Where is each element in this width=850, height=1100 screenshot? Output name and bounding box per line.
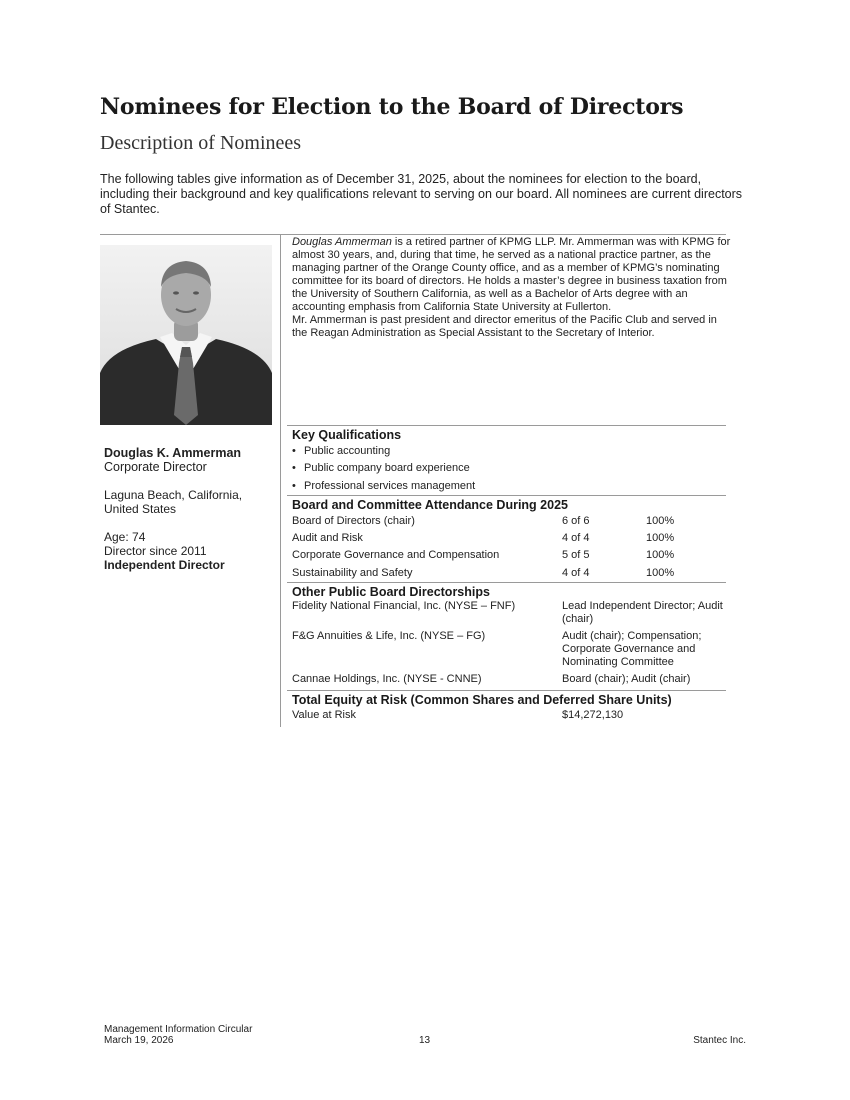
page-number: 13 [419, 1035, 431, 1046]
section-divider [100, 234, 726, 235]
board-roles: Audit (chair); Compensation; Corporate Governance and Nominating Committee [562, 630, 702, 669]
attendance-percent: 100% [646, 549, 675, 562]
nominee-name: Douglas K. Ammerman [104, 446, 242, 460]
board-roles: Board (chair); Audit (chair) [562, 673, 691, 686]
page-title: Nominees for Election to the Board of Directors [100, 94, 684, 120]
list-item: • Public accounting [292, 443, 726, 460]
table-row [287, 565, 726, 582]
attendance-count: 5 of 5 [562, 549, 590, 562]
attendance-count: 6 of 6 [562, 514, 590, 527]
intro-paragraph: The following tables give information as of December 31, 2025, about the nominees for election to the board, including their background and key qualifications relevant to serving on our board. All nominees are current directors of Stantec. [100, 172, 743, 216]
attendance-table [287, 513, 726, 582]
bio-text: is a retired partner of KPMG LLP. Mr. Ammerman was with KPMG for almost 30 years, and, during that time, he served as a national practice partner, as the managing partner of the Orange County office, and as a member of KPMG’s nominating committee for its board of directors. He holds a master’s degree in business taxation from the University of Southern California, as well as a Bachelor of Arts degree with an accounting emphasis from California State University at Fullerton. [292, 236, 731, 313]
footer-date: March 19, 2026 [104, 1035, 174, 1046]
table-row [287, 530, 726, 547]
directorships-table [287, 600, 726, 690]
company-name: F&G Annuities & Life, Inc. (NYSE – FG) [292, 630, 486, 643]
key-qualifications-heading: Key Qualifications [287, 425, 726, 443]
page-subtitle: Description of Nominees [100, 132, 302, 154]
list-item: • Professional services management [292, 478, 726, 495]
company-name: Cannae Holdings, Inc. (NYSE - CNNE) [292, 673, 482, 686]
bio-name: Douglas Ammerman [292, 236, 392, 248]
equity-heading: Total Equity at Risk (Common Shares and Deferred Share Units) [287, 690, 726, 708]
column-divider [280, 234, 281, 727]
attendance-percent: 100% [646, 566, 675, 579]
nominee-profile [104, 445, 274, 572]
portrait-image [100, 245, 272, 425]
committee-name: Corporate Governance and Compensation [292, 549, 500, 562]
table-row [287, 513, 726, 530]
equity-label: Value at Risk [292, 709, 356, 722]
nominee-portrait-photo [100, 245, 272, 425]
committee-name: Audit and Risk [292, 532, 363, 545]
attendance-heading: Board and Committee Attendance During 2025 [287, 495, 726, 513]
nominee-director-since: Director since 2011 [104, 544, 207, 558]
bullet-icon: • [292, 445, 296, 457]
nominee-role: Corporate Director [104, 460, 207, 474]
nominee-details [287, 425, 726, 723]
nominee-age: Age: 74 [104, 530, 146, 544]
table-row [287, 600, 726, 630]
equity-value: $14,272,130 [562, 709, 624, 722]
directorships-heading: Other Public Board Directorships [287, 582, 726, 600]
footer-document-title: Management Information Circular [104, 1024, 253, 1035]
attendance-percent: 100% [646, 514, 675, 527]
nominee-location-line2: United States [104, 502, 177, 516]
bio-paragraph [292, 236, 732, 314]
attendance-percent: 100% [646, 532, 675, 545]
company-name: Fidelity National Financial, Inc. (NYSE – FNF) [292, 600, 516, 613]
table-row [287, 547, 726, 564]
nominee-biography [292, 236, 732, 340]
table-row [287, 673, 726, 690]
key-qualifications-list [287, 443, 726, 495]
table-row [287, 708, 726, 723]
nominee-location-line1: Laguna Beach, California, [104, 488, 243, 502]
committee-name: Board of Directors (chair) [292, 514, 415, 527]
bullet-icon: • [292, 462, 296, 475]
board-roles: Lead Independent Director; Audit (chair) [562, 600, 723, 626]
attendance-count: 4 of 4 [562, 566, 590, 579]
footer-company: Stantec Inc. [693, 1035, 746, 1046]
bullet-icon: • [292, 479, 296, 492]
attendance-count: 4 of 4 [562, 532, 590, 545]
nominee-independence-status: Independent Director [104, 558, 225, 572]
list-item: • Public company board experience [292, 460, 726, 477]
committee-name: Sustainability and Safety [292, 566, 413, 579]
table-row [287, 630, 726, 673]
bio-paragraph-2: Mr. Ammerman is past president and director emeritus of the Pacific Club and served in the Reagan Administration as Special Assistant to the Secretary of Interior. [292, 314, 717, 339]
